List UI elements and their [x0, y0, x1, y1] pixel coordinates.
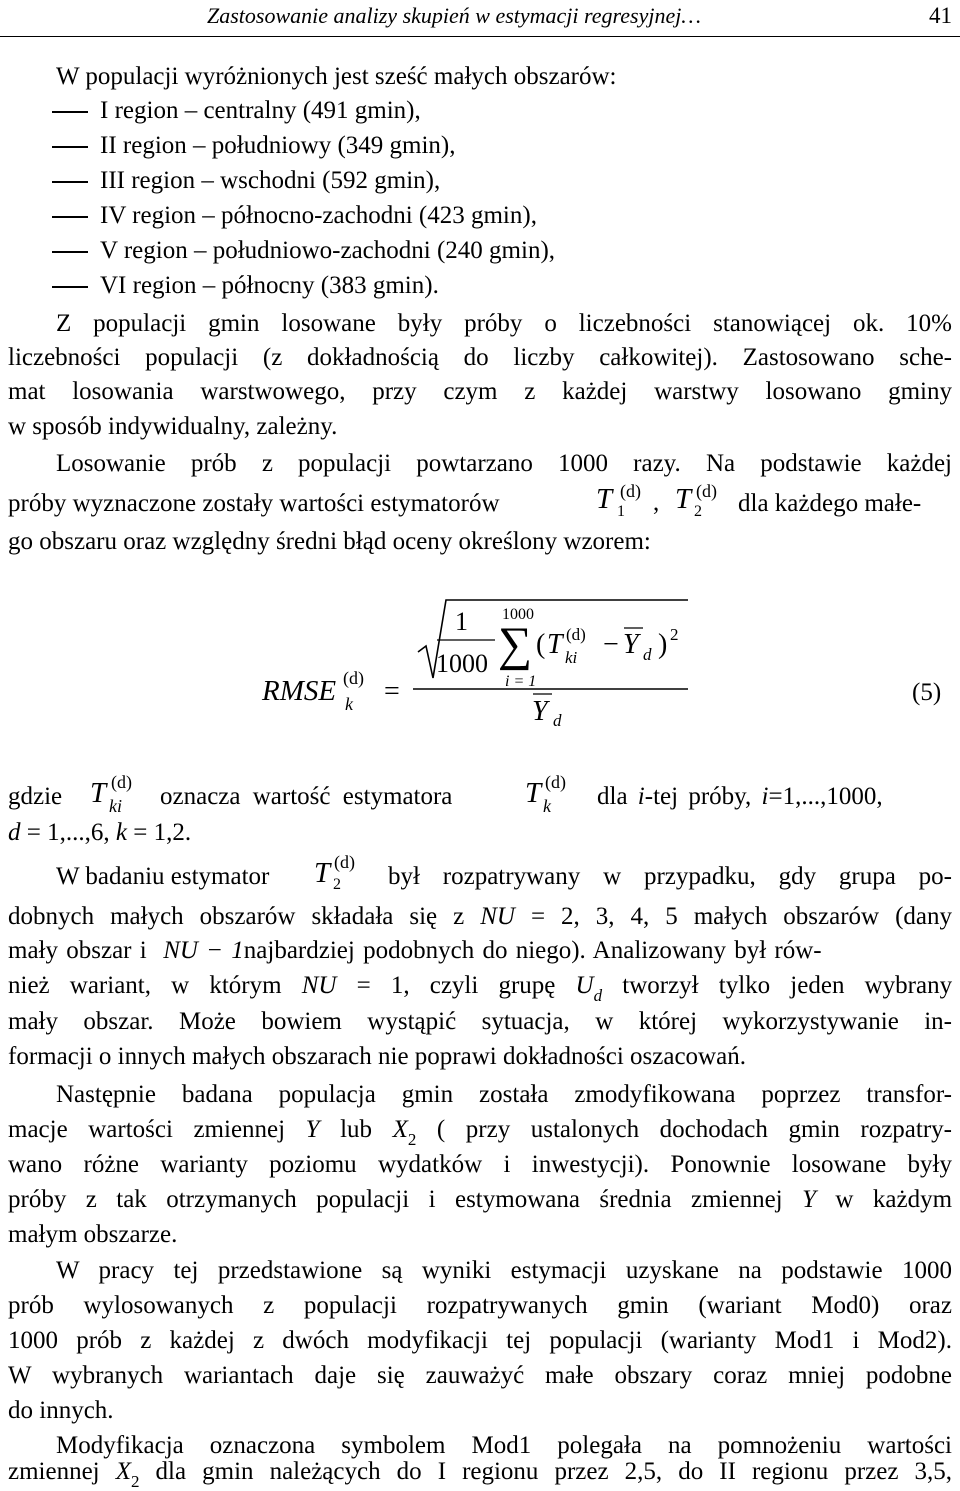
paragraph-line: małym obszarze.	[8, 1221, 178, 1248]
paragraph-line: Następnie badana populacja gmin została zmodyfikowana poprzez transfor-	[56, 1081, 952, 1108]
list-dash	[52, 286, 88, 288]
text-dla: dla i-tej próby, i=1,...,1000,	[597, 783, 883, 810]
page-number: 41	[929, 3, 952, 28]
paragraph-line-text: dla każdego małe-	[738, 490, 922, 517]
paragraph-line: próby z tak otrzymanych populacji i estymowana średnia zmiennej Y w każdym	[8, 1186, 953, 1213]
paragraph-line: Losowanie prób z populacji powtarzano 1000 razy. Na podstawie każdej	[56, 450, 952, 477]
y-subscript: d	[643, 645, 652, 664]
y-symbol: Y	[623, 629, 639, 660]
paren-open: (	[536, 629, 546, 660]
paragraph-line: Modyfikacja oznaczona symbolem Mod1 polegała na pomnożeniu wartości	[56, 1432, 952, 1459]
text-oznacza: oznacza wartość estymatora	[160, 783, 453, 810]
subscript: 2	[694, 503, 702, 520]
rmse-subscript: k	[345, 694, 353, 714]
equation-number: (5)	[912, 679, 942, 706]
sum-upper-limit: 1000	[502, 606, 534, 623]
running-header	[0, 0, 960, 37]
paragraph-line: liczebności populacji (z dokładnością do liczby całkowitej). Zastosowano sche-	[8, 344, 952, 371]
paragraph-line: 1000 prób z każdej z dwóch modyfikacji tej populacji (warianty Mod1 i Mod2).	[8, 1327, 952, 1354]
intro-line: W populacji wyróżnionych jest sześć małych obszarów:	[56, 63, 617, 90]
paragraph-line: mały obszar i NU − 1najbardziej podobnych do niego). Analizowany był rów-	[8, 937, 822, 964]
paragraph-line: w sposób indywidualny, zależny.	[8, 413, 338, 440]
superscript: (d)	[545, 772, 566, 792]
paragraph-line: d = 1,...,6, k = 1,2.	[8, 819, 192, 846]
paragraph-line: W wybranych wariantach daje się zauważyć małe obszary coraz mniej podobne	[8, 1362, 952, 1389]
sum-lower-limit: i = 1	[505, 673, 537, 690]
subscript: 2	[333, 876, 341, 893]
paragraph-line: dobnych małych obszarów składała się z NU = 2, 3, 4, 5 małych obszarów (dany	[8, 903, 953, 930]
subscript: ki	[109, 796, 122, 816]
den-y-symbol: Y	[532, 696, 548, 727]
t-subscript: ki	[565, 648, 578, 667]
t-symbol: T	[547, 629, 563, 660]
paragraph-line-text: W badaniu estymator	[56, 863, 270, 890]
t2-symbol: T	[314, 857, 331, 889]
superscript: (d)	[111, 772, 132, 792]
paragraph-line-text: był rozpatrywany w przypadku, gdy grupa po-	[388, 863, 952, 890]
paragraph-line: wano różne warianty poziomu wydatków i inwestycji). Ponownie losowane były	[8, 1151, 952, 1178]
running-title: Zastosowanie analizy skupień w estymacji regresyjnej…	[207, 3, 701, 28]
power: 2	[670, 625, 679, 644]
estimator-symbol: T	[596, 483, 613, 515]
paragraph-line: mat losowania warstwowego, przy czym z każdej warstwy losowano gminy	[8, 378, 952, 405]
list-item: III region – wschodni (592 gmin),	[100, 167, 441, 194]
paragraph-line: W pracy tej przedstawione są wyniki estymacji uzyskane na podstawie 1000	[56, 1257, 952, 1284]
list-dash	[52, 111, 88, 113]
list-dash	[52, 146, 88, 148]
rmse-formula	[0, 590, 960, 740]
paragraph-line-text: próby wyznaczone zostały wartości estymatorów	[8, 490, 500, 517]
paragraph-line: mały obszar. Może bowiem wystąpić sytuacja, w której wykorzystywanie in-	[8, 1008, 952, 1035]
list-item: IV region – północno-zachodni (423 gmin),	[100, 202, 537, 229]
paragraph-line: do innych.	[8, 1397, 114, 1424]
frac-denominator: 1000	[436, 649, 488, 678]
t-k-symbol: T	[525, 777, 542, 809]
estimator-symbol: T	[675, 483, 692, 515]
paragraph-line: formacji o innych małych obszarach nie poprawi dokładności oszacowań.	[8, 1043, 746, 1070]
list-item: I region – centralny (491 gmin),	[100, 97, 421, 124]
den-y-subscript: d	[553, 711, 562, 730]
list-item: VI region – północny (383 gmin).	[100, 272, 439, 299]
frac-numerator: 1	[455, 607, 468, 636]
sum-symbol: ∑	[498, 618, 533, 671]
superscript: (d)	[696, 481, 717, 501]
paragraph-line: Z populacji gmin losowane były próby o liczebności stanowiącej ok. 10%	[56, 310, 952, 337]
list-dash	[52, 181, 88, 183]
rmse-superscript: (d)	[343, 668, 364, 688]
paragraph-line: nież wariant, w którym NU = 1, czyli grupę $U_d$ tworzył tylko jeden wybrany	[8, 972, 953, 1005]
paragraph-line: prób wylosowanych z populacji rozpatrywanych gmin (wariant Mod0) oraz	[8, 1292, 952, 1319]
comma: ,	[653, 489, 660, 516]
list-item: II region – południowy (349 gmin),	[100, 132, 456, 159]
superscript: (d)	[334, 852, 355, 872]
superscript: (d)	[620, 481, 641, 501]
equals-sign: =	[384, 676, 400, 707]
t-superscript: (d)	[566, 625, 586, 644]
subscript: 1	[617, 503, 625, 520]
paragraph-line: zmiennej $X_2$ dla gmin należących do I regionu przez 2,5, do II regionu przez 3,5,	[8, 1458, 953, 1491]
list-dash	[52, 251, 88, 253]
list-item: V region – południowo-zachodni (240 gmin),	[100, 237, 556, 264]
minus-sign: −	[603, 629, 619, 660]
t-ki-symbol: T	[90, 777, 107, 809]
paragraph-line: macje wartości zmiennej Y lub $X_2$ ( przy ustalonych dochodach gmin rozpatry-	[8, 1116, 953, 1149]
paren-close: )	[658, 629, 668, 660]
subscript: k	[543, 796, 551, 816]
text-gdzie: gdzie	[8, 783, 63, 810]
rmse-symbol: RMSE	[262, 675, 337, 707]
paragraph-line: go obszaru oraz względny średni błąd oceny określony wzorem:	[8, 528, 651, 555]
list-dash	[52, 216, 88, 218]
